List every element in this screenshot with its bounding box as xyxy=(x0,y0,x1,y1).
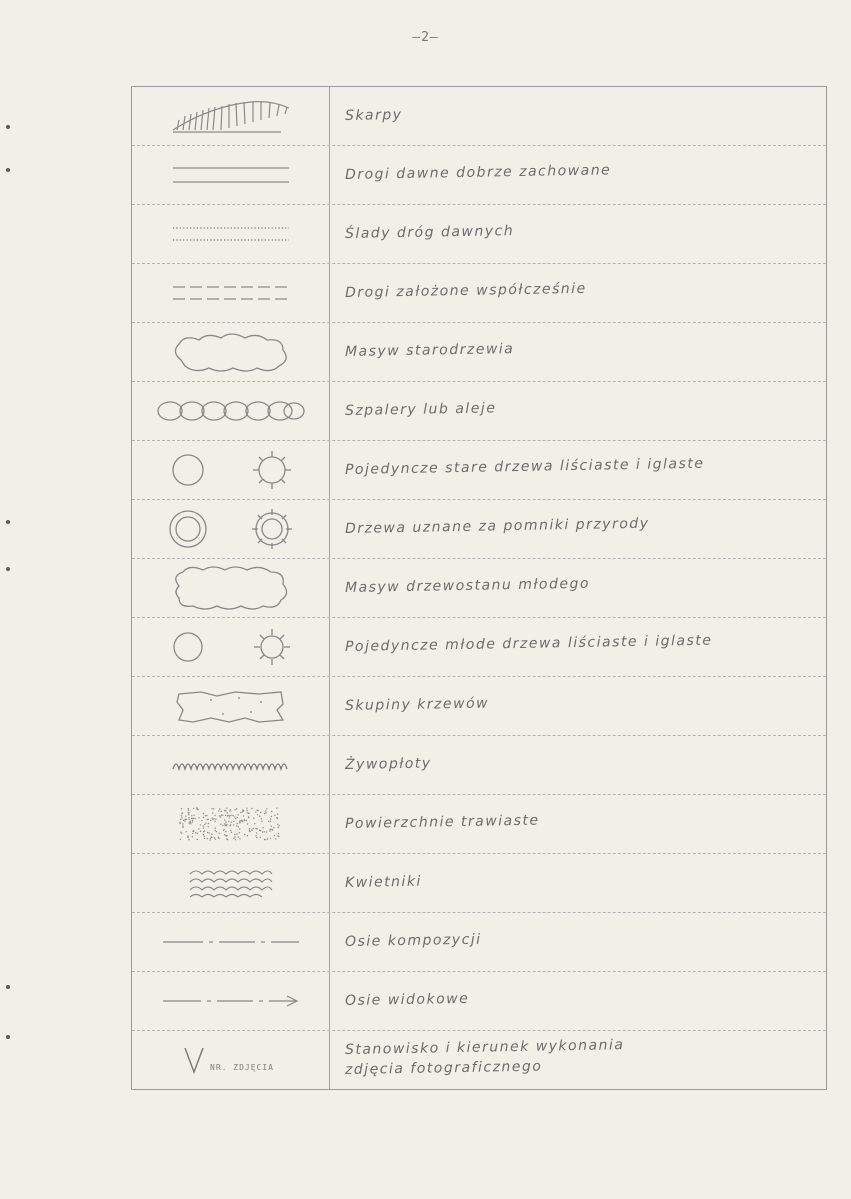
legend-row xyxy=(132,913,826,972)
single-young-trees-icon xyxy=(132,618,329,676)
shrub-group-icon xyxy=(132,677,329,735)
legend-row xyxy=(132,559,826,618)
margin-dot xyxy=(6,567,10,571)
legend-row xyxy=(132,972,826,1031)
legend-row xyxy=(132,795,826,854)
legend-label: Osie kompozycji xyxy=(344,931,482,950)
young-stand-cloud-icon xyxy=(132,559,329,617)
single-old-trees-icon xyxy=(132,441,329,499)
legend-row xyxy=(132,382,826,441)
legend-label: Powierzchnie trawiaste xyxy=(344,812,540,832)
margin-dot xyxy=(6,520,10,524)
legend-label: Żywopłoty xyxy=(344,755,432,773)
legend-row xyxy=(132,677,826,736)
legend-row xyxy=(132,500,826,559)
legend-label: Masyw drzewostanu młodego xyxy=(344,575,591,596)
legend-row xyxy=(132,87,826,146)
legend-label: Masyw starodrzewia xyxy=(344,341,515,360)
legend-label: Skarpy xyxy=(344,106,403,124)
dashed-lines-icon xyxy=(132,264,329,322)
legend-label: Stanowisko i kierunek wykonania xyxy=(344,1037,625,1058)
double-solid-lines-icon xyxy=(132,146,329,204)
legend-label: Kwietniki xyxy=(344,873,423,891)
legend-row xyxy=(132,1031,826,1089)
legend-row xyxy=(132,146,826,205)
legend-label: Pojedyncze młode drzewa liściaste i iglaste xyxy=(344,632,713,655)
tree-row-chain-icon xyxy=(132,382,329,440)
legend-label: Drzewa uznane za pomniki przyrody xyxy=(344,515,650,537)
legend-row xyxy=(132,736,826,795)
legend-row xyxy=(132,205,826,264)
composition-axis-icon xyxy=(132,913,329,971)
legend-label: Skupiny krzewów xyxy=(344,695,490,714)
legend-label: Pojedyncze stare drzewa liściaste i iglaste xyxy=(344,455,705,478)
dotted-lines-icon xyxy=(132,205,329,263)
monument-trees-icon xyxy=(132,500,329,558)
old-stand-cloud-icon xyxy=(132,323,329,381)
scarp-hatching-icon xyxy=(132,87,329,145)
legend-row xyxy=(132,441,826,500)
legend-row xyxy=(132,618,826,677)
view-axis-arrow-icon xyxy=(132,972,329,1030)
photo-number-caption: NR. ZDJĘCIA xyxy=(210,1062,274,1072)
page-number: —2— xyxy=(412,30,439,45)
grass-stipple-icon xyxy=(132,795,329,853)
margin-dot xyxy=(6,125,10,129)
legend-row xyxy=(132,264,826,323)
legend-label: Drogi dawne dobrze zachowane xyxy=(344,162,612,183)
flower-bed-icon xyxy=(132,854,329,912)
margin-dot xyxy=(6,1035,10,1039)
legend-label: Drogi założone współcześnie xyxy=(344,280,587,301)
margin-dot xyxy=(6,168,10,172)
legend-row xyxy=(132,854,826,913)
legend-label: Szpalery lub aleje xyxy=(344,400,497,419)
legend-table xyxy=(131,86,827,1090)
photo-position-icon xyxy=(132,1031,329,1089)
hedge-wave-icon xyxy=(132,736,329,794)
legend-label: Ślady dróg dawnych xyxy=(344,223,515,242)
legend-row xyxy=(132,323,826,382)
margin-dot xyxy=(6,985,10,989)
legend-label: Osie widokowe xyxy=(344,990,470,1009)
legend-label-line2: zdjęcia fotograficznego xyxy=(344,1058,543,1078)
